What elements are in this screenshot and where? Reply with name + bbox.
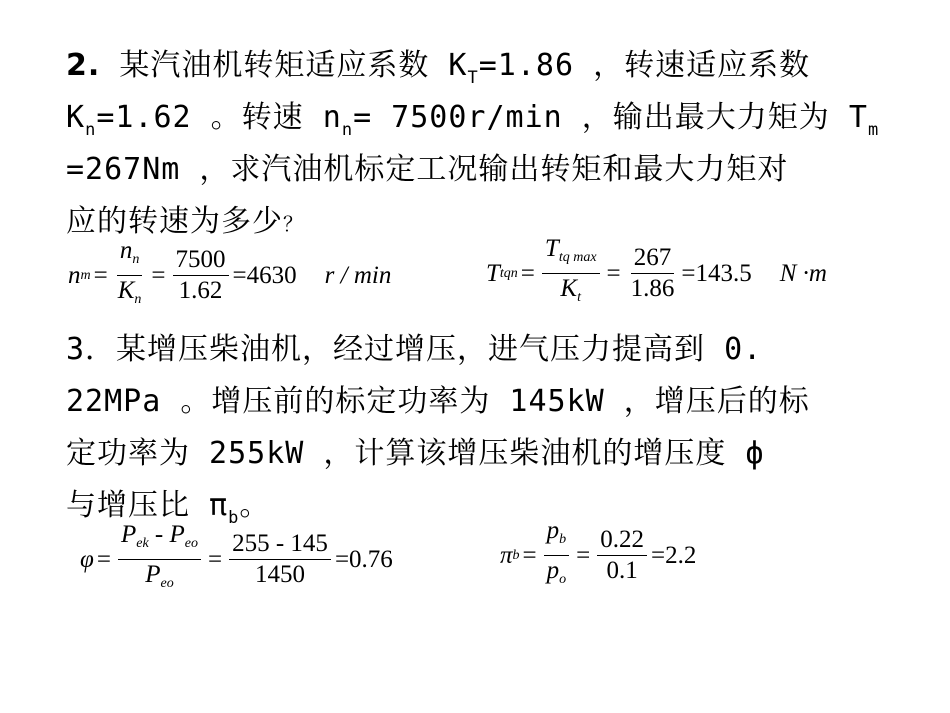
problem-2-text [66,40,906,248]
result-value: =143.5 [681,259,752,287]
fraction-numeric: $\frac{7500}{1.62}$ [173,247,229,304]
fraction-numeric: $\frac{255 - 145}{1450}$ [229,531,331,588]
fraction-symbolic: $\frac{P_{ek} - P_{eo}}{P_{eo}}$ [118,522,201,597]
equation-engine-speed: n m = $\frac{n_n}{K_n}$ = $\frac{7500}{1.62}$ =4630 r / min [68,238,391,313]
result-value: =2.2 [651,541,697,569]
result-value: =0.76 [334,545,393,573]
problem-2-line-2: $K_n=1.62$ 。转速 $n_n= 7500r/\min$ ，输出最大力矩为 $T_m$ [66,100,880,140]
problem-2-line-1: 2. 某汽油机转矩适应系数 $K_T=1.86$ ，转速适应系数 [66,48,811,88]
problem-2-line-3: =267Nm ，求汽油机标定工况输出转矩和最大力矩对 [66,152,789,187]
unit-label: r / min [324,261,392,289]
problem-number: 2. [66,48,101,83]
equation-boost-degree: φ = $\frac{P_{ek} - P_{eo}}{P_{eo}}$ = $\frac{255 - 145}{1450}$ =0.76 [80,522,393,597]
result-value: =4630 [232,261,297,289]
problem-3-line-4: 与增压比 $\pi_b$。 [66,488,271,528]
equation-rated-torque: T tqn = $\frac{T_{tq max}}{K_t}$ = $\frac{267}{1.86}$ =143.5 N ·m [486,236,827,311]
fraction-numeric: $\frac{0.22}{0.1}$ [597,527,647,584]
fraction-symbolic: $\frac{p_b}{p_o}$ [544,518,570,593]
equation-boost-ratio: π b = $\frac{p_b}{p_o}$ = $\frac{0.22}{0.1}$ =2.2 [500,518,696,593]
problem-3-line-2: 22MPa 。增压前的标定功率为 145kW ，增压后的标 [66,384,810,419]
fraction-symbolic: $\frac{T_{tq max}}{K_t}$ [542,236,600,311]
problem-3-line-1: 3．某增压柴油机，经过增压，进气压力提高到 0. [66,332,763,367]
problem-3-text [66,324,906,532]
problem-2-line-4: 应的转速为多少？ [66,204,304,239]
fraction-numeric: $\frac{267}{1.86}$ [630,244,675,302]
unit-label: N ·m [779,259,827,287]
problem-3-line-3: 定功率为 255kW ，计算该增压柴油机的增压度 ф [66,436,765,471]
fraction-symbolic: $\frac{n_n}{K_n}$ [117,237,142,307]
